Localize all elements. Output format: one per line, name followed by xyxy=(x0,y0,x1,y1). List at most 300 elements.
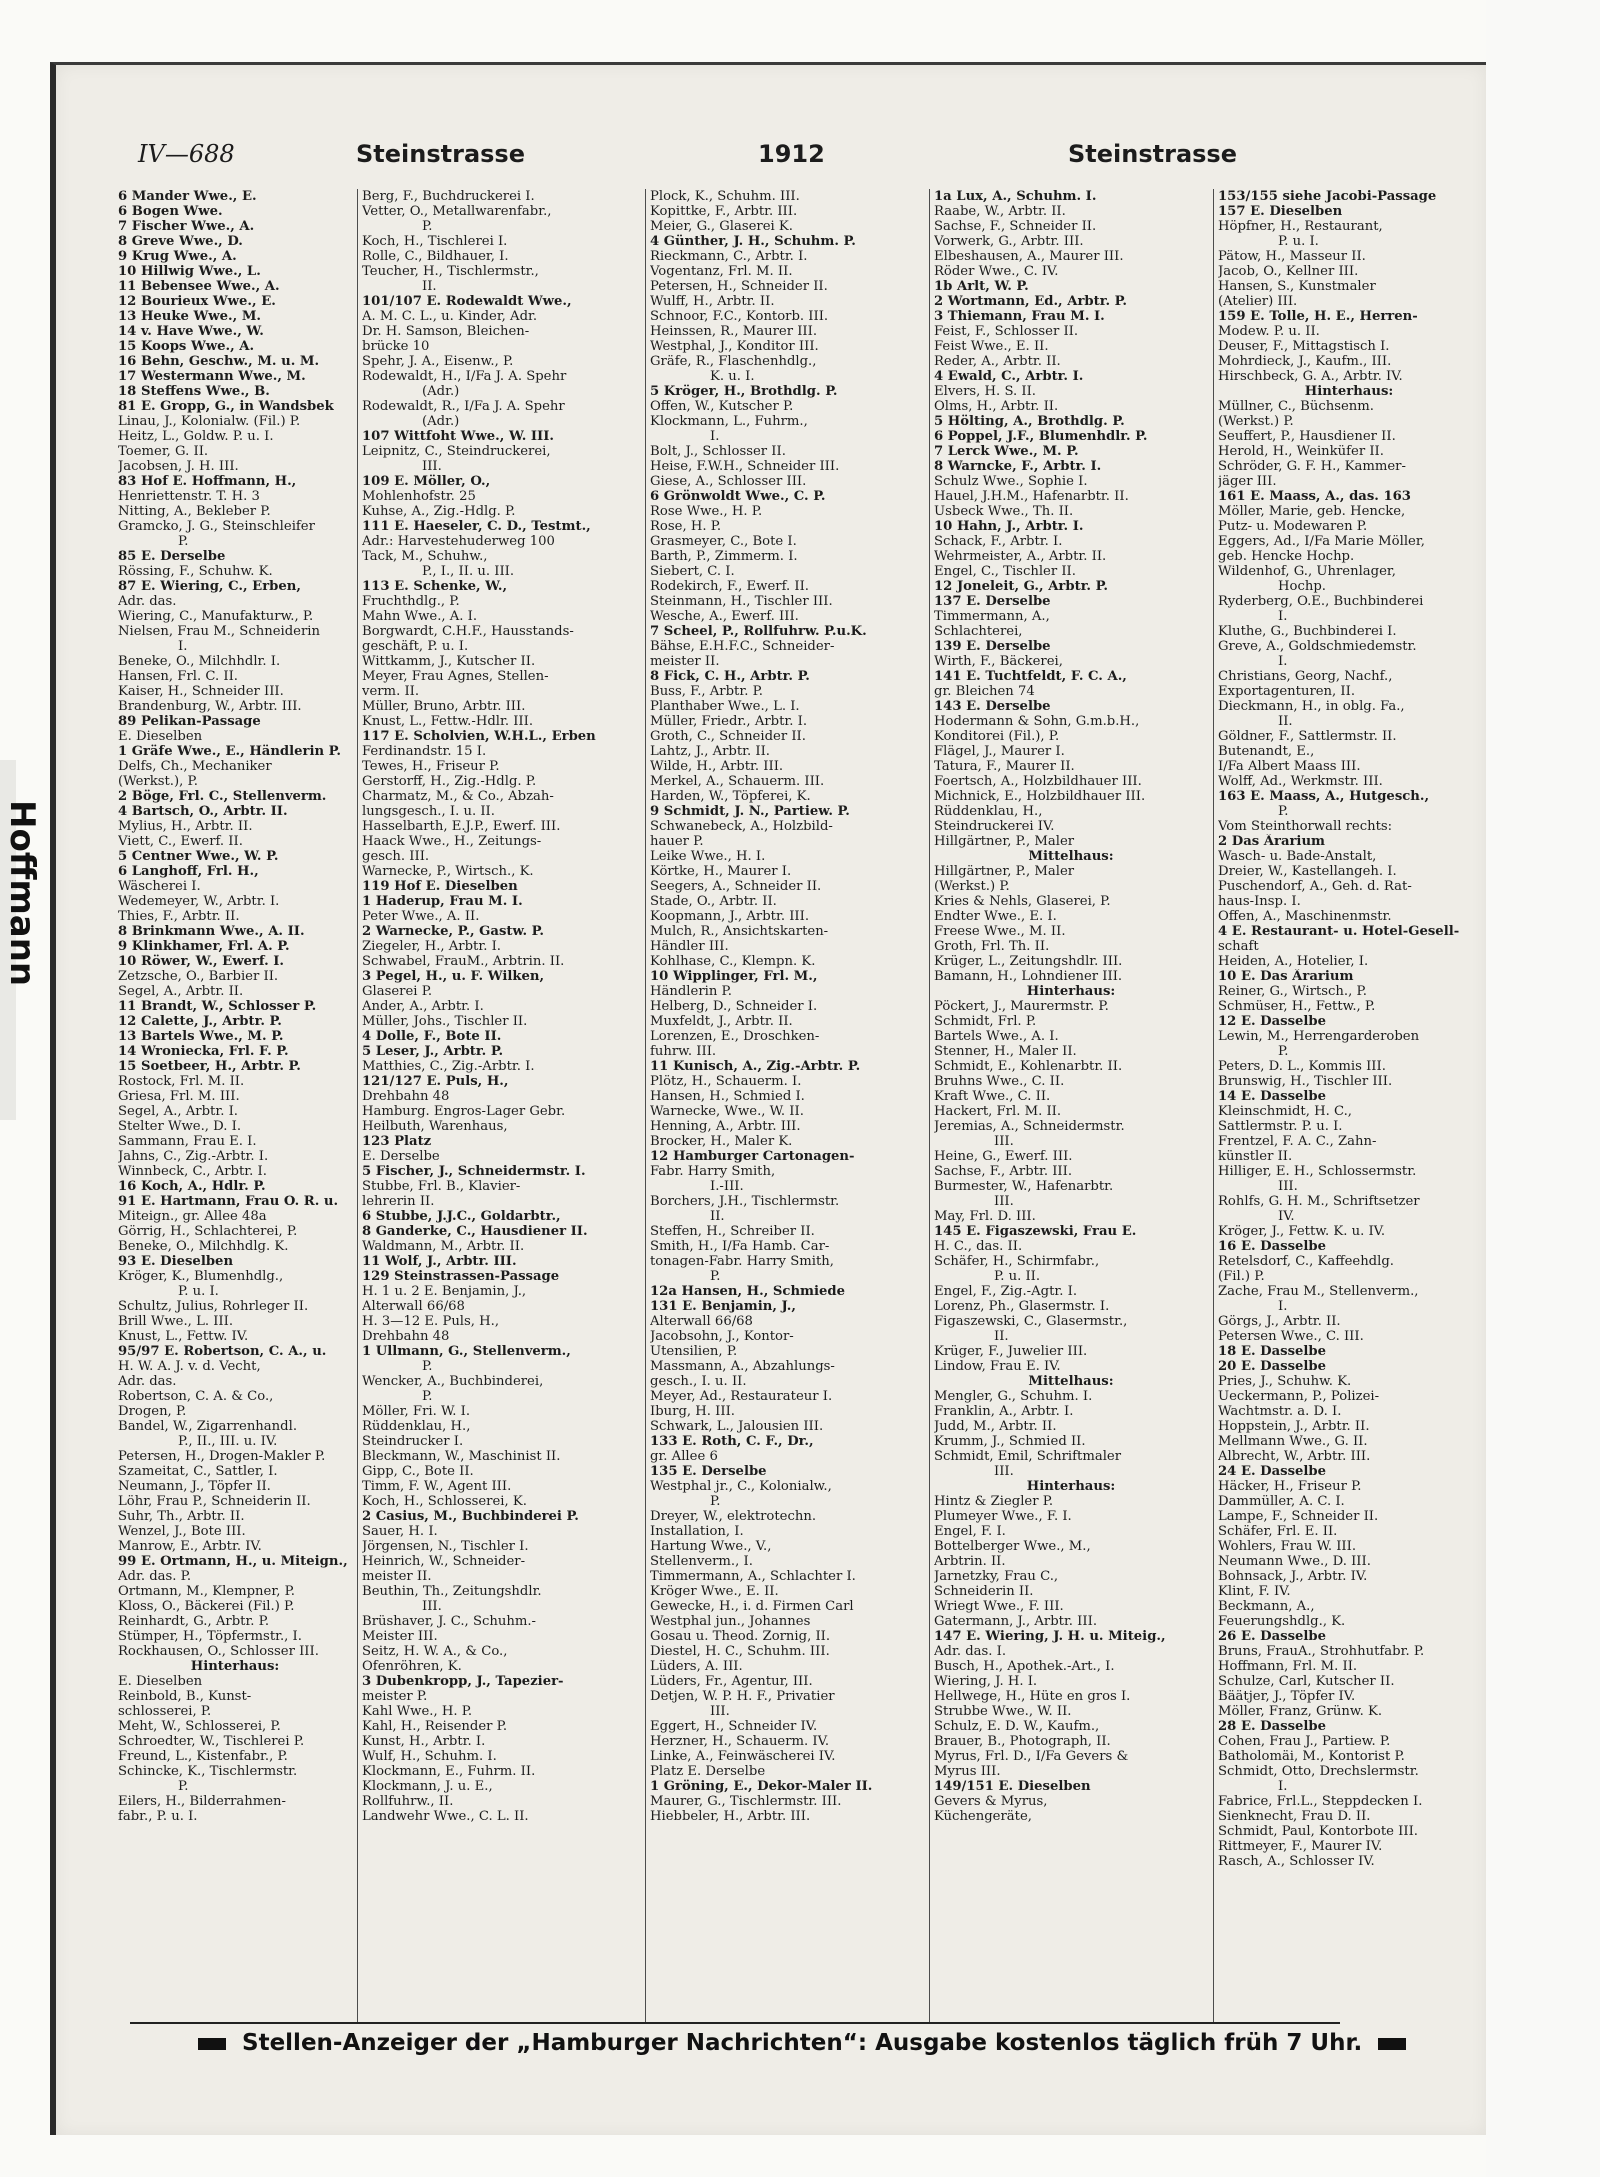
directory-entry: meister II. xyxy=(362,1569,432,1584)
directory-entry: Brandenburg, W., Arbtr. III. xyxy=(118,699,302,714)
directory-entry: 117 E. Scholvien, W.H.L., Erben xyxy=(362,729,596,744)
directory-entry: Rollfuhrw., II. xyxy=(362,1794,454,1809)
directory-entry: Merkel, A., Schauerm. III. xyxy=(650,774,825,789)
directory-entry: I. xyxy=(1278,1779,1288,1794)
directory-entry: künstler II. xyxy=(1218,1149,1293,1164)
directory-entry: 99 E. Ortmann, H., u. Miteign., xyxy=(118,1554,348,1569)
page-number: IV—688 xyxy=(138,140,235,168)
directory-entry: Delfs, Ch., Mechaniker xyxy=(118,759,272,774)
directory-entry: 5 Kröger, H., Brothdlg. P. xyxy=(650,384,838,399)
directory-entry: Plock, K., Schuhm. III. xyxy=(650,189,800,204)
directory-entry: Christians, Georg, Nachf., xyxy=(1218,669,1393,684)
directory-entry: 137 E. Derselbe xyxy=(934,594,1051,609)
directory-entry: meister II. xyxy=(650,654,720,669)
directory-entry: 101/107 E. Rodewaldt Wwe., xyxy=(362,294,572,309)
directory-entry: Körtke, H., Maurer I. xyxy=(650,864,792,879)
directory-entry: I. xyxy=(1278,609,1288,624)
directory-entry: Bäätjer, J., Töpfer IV. xyxy=(1218,1689,1356,1704)
directory-entry: Groth, Frl. Th. II. xyxy=(934,939,1050,954)
directory-entry: Modew. P. u. II. xyxy=(1218,324,1320,339)
directory-entry: (Adr.) xyxy=(422,414,460,429)
directory-entry: Schwanebeck, A., Holzbild- xyxy=(650,819,833,834)
directory-entry: Schwabel, FrauM., Arbtrin. II. xyxy=(362,954,565,969)
directory-entry: schaft xyxy=(1218,939,1259,954)
directory-entry: Giese, A., Schlosser III. xyxy=(650,474,807,489)
directory-entry: Usbeck Wwe., Th. II. xyxy=(934,504,1074,519)
directory-entry: Albrecht, W., Arbtr. III. xyxy=(1218,1449,1371,1464)
directory-entry: Raabe, W., Arbtr. II. xyxy=(934,204,1066,219)
directory-entry: Schlachterei, xyxy=(934,624,1023,639)
directory-entry: Steindrucker I. xyxy=(362,1434,464,1449)
directory-entry: Muxfeldt, J., Arbtr. II. xyxy=(650,1014,793,1029)
directory-entry: Hilliger, E. H., Schlossermstr. xyxy=(1218,1164,1417,1179)
directory-entry: Puschendorf, A., Geh. d. Rat- xyxy=(1218,879,1412,894)
directory-entry: 163 E. Maass, A., Hutgesch., xyxy=(1218,789,1430,804)
directory-entry: Matthies, C., Zig.-Arbtr. I. xyxy=(362,1059,535,1074)
directory-entry: Wilde, H., Arbtr. III. xyxy=(650,759,784,774)
directory-entry: Dreier, W., Kastellangeh. I. xyxy=(1218,864,1397,879)
directory-entry: Mohlenhofstr. 25 xyxy=(362,489,476,504)
directory-entry: Frentzel, F. A. C., Zahn- xyxy=(1218,1134,1377,1149)
directory-entry: Ander, A., Arbtr. I. xyxy=(362,999,484,1014)
directory-entry: May, Frl. D. III. xyxy=(934,1209,1036,1224)
directory-entry: 143 E. Derselbe xyxy=(934,699,1051,714)
directory-entry: Haack Wwe., H., Zeitungs- xyxy=(362,834,542,849)
directory-entry: 123 Platz xyxy=(362,1134,432,1149)
directory-entry: Strubbe Wwe., W. II. xyxy=(934,1704,1072,1719)
directory-entry: 6 Grönwoldt Wwe., C. P. xyxy=(650,489,826,504)
directory-entry: Toemer, G. II. xyxy=(118,444,209,459)
directory-entry: Adr. das. xyxy=(118,594,177,609)
directory-entry: 129 Steinstrassen-Passage xyxy=(362,1269,560,1284)
directory-entry: Installation, I. xyxy=(650,1524,744,1539)
directory-entry: Stenner, H., Maler II. xyxy=(934,1044,1077,1059)
directory-entry: Bleckmann, W., Maschinist II. xyxy=(362,1449,561,1464)
directory-entry: Krumm, J., Schmied II. xyxy=(934,1434,1086,1449)
directory-entry: Hodermann & Sohn, G.m.b.H., xyxy=(934,714,1140,729)
directory-entry: Rüddenklau, H., xyxy=(362,1419,471,1434)
directory-entry: Heilbuth, Warenhaus, xyxy=(362,1119,508,1134)
directory-entry: Eilers, H., Bilderrahmen- xyxy=(118,1794,286,1809)
directory-entry: Wachtmstr. a. D. I. xyxy=(1218,1404,1342,1419)
directory-entry: Bruns, FrauA., Strohhutfabr. P. xyxy=(1218,1644,1425,1659)
directory-entry: Maurer, G., Tischlermstr. III. xyxy=(650,1794,842,1809)
directory-entry: Kuhse, A., Zig.-Hdlg. P. xyxy=(362,504,516,519)
directory-entry: geschäft, P. u. I. xyxy=(362,639,469,654)
directory-entry: 93 E. Dieselben xyxy=(118,1254,234,1269)
directory-entry: Wriegt Wwe., F. III. xyxy=(934,1599,1064,1614)
directory-entry: Adr. das. xyxy=(118,1374,177,1389)
directory-entry: Beuthin, Th., Zeitungshdlr. xyxy=(362,1584,542,1599)
directory-entry: Pätow, H., Masseur II. xyxy=(1218,249,1366,264)
directory-entry: Myrus III. xyxy=(934,1764,1001,1779)
directory-entry: Buss, F., Arbtr. P. xyxy=(650,684,763,699)
directory-entry: Neumann Wwe., D. III. xyxy=(1218,1554,1371,1569)
directory-entry: Tatura, F., Maurer II. xyxy=(934,759,1075,774)
directory-entry: Iburg, H. III. xyxy=(650,1404,735,1419)
directory-entry: Wedemeyer, W., Arbtr. I. xyxy=(118,894,280,909)
directory-entry: 26 E. Dasselbe xyxy=(1218,1629,1327,1644)
directory-entry: Harden, W., Töpferei, K. xyxy=(650,789,811,804)
directory-entry: 135 E. Derselbe xyxy=(650,1464,767,1479)
directory-entry: Drogen, P. xyxy=(118,1404,187,1419)
directory-entry: Massmann, A., Abzahlungs- xyxy=(650,1359,835,1374)
directory-entry: 131 E. Benjamin, J., xyxy=(650,1299,796,1314)
directory-entry: 145 E. Figaszewski, Frau E. xyxy=(934,1224,1137,1239)
directory-entry: 10 Hahn, J., Arbtr. I. xyxy=(934,519,1084,534)
directory-entry: Suhr, Th., Arbtr. II. xyxy=(118,1509,245,1524)
directory-entry: Ueckermann, P., Polizei- xyxy=(1218,1389,1380,1404)
directory-entry: Nielsen, Frau M., Schneiderin xyxy=(118,624,320,639)
directory-entry: III. xyxy=(422,459,442,474)
directory-entry: 7 Lerck Wwe., M. P. xyxy=(934,444,1079,459)
directory-entry: P. xyxy=(1278,804,1289,819)
directory-entry: Rose Wwe., H. P. xyxy=(650,504,763,519)
directory-entry: Rockhausen, O., Schlosser III. xyxy=(118,1644,319,1659)
directory-entry: 83 Hof E. Hoffmann, H., xyxy=(118,474,297,489)
directory-entry: Rostock, Frl. M. II. xyxy=(118,1074,245,1089)
directory-entry: P. u. II. xyxy=(994,1269,1041,1284)
directory-entry: Drehbahn 48 xyxy=(362,1329,450,1344)
directory-entry: Henriettenstr. T. H. 3 xyxy=(118,489,260,504)
directory-entry: Exportagenturen, II. xyxy=(1218,684,1356,699)
directory-entry: Westphal jun., Johannes xyxy=(650,1614,811,1629)
directory-entry: Schneiderin II. xyxy=(934,1584,1034,1599)
directory-entry: (Werkst.), P. xyxy=(118,774,198,789)
directory-entry: 157 E. Dieselben xyxy=(1218,204,1343,219)
directory-entry: 4 Günther, J. H., Schuhm. P. xyxy=(650,234,856,249)
directory-entry: Koopmann, J., Arbtr. III. xyxy=(650,909,810,924)
directory-entry: 14 E. Dasselbe xyxy=(1218,1089,1327,1104)
directory-entry: haus-Insp. I. xyxy=(1218,894,1301,909)
directory-entry: Offen, A., Maschinenmstr. xyxy=(1218,909,1392,924)
adjacent-page-text: Hoffmann xyxy=(2,800,42,987)
directory-entry: Berg, F., Buchdruckerei I. xyxy=(362,189,535,204)
directory-entry: Krüger, L., Zeitungshdlr. III. xyxy=(934,954,1123,969)
directory-entry: 4 E. Restaurant- u. Hotel-Gesell- xyxy=(1218,924,1460,939)
directory-entry: Meister III. xyxy=(362,1629,438,1644)
directory-entry: 10 E. Das Ärarium xyxy=(1218,969,1354,984)
directory-entry: Olms, H., Arbtr. II. xyxy=(934,399,1059,414)
directory-entry: Fabrice, Frl.L., Steppdecken I. xyxy=(1218,1794,1423,1809)
directory-entry: Judd, M., Arbtr. II. xyxy=(934,1419,1057,1434)
directory-entry: Dammüller, A. C. I. xyxy=(1218,1494,1345,1509)
directory-entry: Warnecke, P., Wirtsch., K. xyxy=(362,864,534,879)
directory-entry: Kluthe, G., Buchbinderei I. xyxy=(1218,624,1397,639)
directory-entry: Koch, H., Tischlerei I. xyxy=(362,234,508,249)
directory-entry: Wehrmeister, A., Arbtr. II. xyxy=(934,549,1107,564)
directory-entry: I. xyxy=(1278,1299,1288,1314)
directory-entry: Möller, Fri. W. I. xyxy=(362,1404,471,1419)
directory-entry: Jörgensen, N., Tischler I. xyxy=(362,1539,529,1554)
directory-entry: Mohrdieck, J., Kaufm., III. xyxy=(1218,354,1392,369)
street-title-left: Steinstrasse xyxy=(356,140,525,168)
directory-entry: Wiering, C., Manufakturw., P. xyxy=(118,609,314,624)
pointing-hand-icon xyxy=(1378,2038,1406,2050)
directory-entry: Häcker, H., Friseur P. xyxy=(1218,1479,1362,1494)
directory-entry: Flägel, J., Maurer I. xyxy=(934,744,1065,759)
directory-entry: Spehr, J. A., Eisenw., P. xyxy=(362,354,514,369)
directory-column-1 xyxy=(118,189,352,2024)
directory-entry: Sauer, H. I. xyxy=(362,1524,438,1539)
directory-entry: Schmidt, E., Kohlenarbtr. II. xyxy=(934,1059,1123,1074)
directory-entry: Diestel, H. C., Schuhm. III. xyxy=(650,1644,830,1659)
directory-entry: Hackert, Frl. M. II. xyxy=(934,1104,1062,1119)
directory-entry: 121/127 E. Puls, H., xyxy=(362,1074,509,1089)
directory-entry: Klint, F. IV. xyxy=(1218,1584,1291,1599)
directory-entry: Konditorei (Fil.), P. xyxy=(934,729,1060,744)
directory-entry: Petersen, H., Schneider II. xyxy=(650,279,828,294)
directory-column-3 xyxy=(650,189,924,2024)
directory-column-5 xyxy=(1218,189,1480,2024)
directory-entry: Sachse, F., Arbtr. III. xyxy=(934,1164,1073,1179)
directory-entry: H. C., das. II. xyxy=(934,1239,1023,1254)
directory-entry: Rodewaldt, R., I/Fa J. A. Spehr xyxy=(362,399,565,414)
directory-entry: 13 Bartels Wwe., M. P. xyxy=(118,1029,284,1044)
directory-entry: Lewin, M., Herrengarderoben xyxy=(1218,1029,1420,1044)
directory-entry: Mengler, G., Schuhm. I. xyxy=(934,1389,1093,1404)
directory-entry: Bähse, E.H.F.C., Schneider- xyxy=(650,639,835,654)
directory-entry: Foertsch, A., Holzbildhauer III. xyxy=(934,774,1142,789)
directory-entry: Groth, C., Schneider II. xyxy=(650,729,806,744)
directory-entry: 17 Westermann Wwe., M. xyxy=(118,369,306,384)
directory-entry: Grasmeyer, C., Bote I. xyxy=(650,534,797,549)
directory-entry: III. xyxy=(710,1704,730,1719)
directory-entry: Schwark, L., Jalousien III. xyxy=(650,1419,824,1434)
directory-entry: Hamburg. Engros-Lager Gebr. xyxy=(362,1104,566,1119)
directory-entry: Kröger, J., Fettw. K. u. IV. xyxy=(1218,1224,1386,1239)
directory-entry: P. xyxy=(1278,1044,1289,1059)
directory-entry: Miteign., gr. Allee 48a xyxy=(118,1209,267,1224)
directory-entry: Rolle, C., Bildhauer, I. xyxy=(362,249,509,264)
directory-entry: Hansen, Frl. C. II. xyxy=(118,669,238,684)
directory-entry: P. xyxy=(178,1779,189,1794)
directory-entry: Linau, J., Kolonialw. (Fil.) P. xyxy=(118,414,301,429)
directory-entry: Möller, Marie, geb. Hencke, xyxy=(1218,504,1406,519)
directory-entry: lungsgesch., I. u. II. xyxy=(362,804,495,819)
directory-entry: Knust, L., Fettw.-Hdlr. III. xyxy=(362,714,534,729)
column-divider xyxy=(929,189,930,2024)
directory-entry: 6 Mander Wwe., E. xyxy=(118,189,257,204)
directory-entry: Vorwerk, G., Arbtr. III. xyxy=(934,234,1084,249)
directory-entry: Schultz, Julius, Rohrleger II. xyxy=(118,1299,309,1314)
directory-entry: Lampe, F., Schneider II. xyxy=(1218,1509,1379,1524)
directory-entry: Zache, Frau M., Stellenverm., xyxy=(1218,1284,1419,1299)
directory-entry: Hillgärtner, P., Maler xyxy=(934,864,1075,879)
directory-entry: Rohlfs, G. H. M., Schriftsetzer xyxy=(1218,1194,1420,1209)
directory-entry: 6 Langhoff, Frl. H., xyxy=(118,864,259,879)
directory-entry: 87 E. Wiering, C., Erben, xyxy=(118,579,301,594)
directory-entry: 1 Ullmann, G., Stellenverm., xyxy=(362,1344,571,1359)
directory-entry: Klockmann, L., Fuhrm., xyxy=(650,414,808,429)
directory-entry: Händler III. xyxy=(650,939,729,954)
directory-entry: Müller, Bruno, Arbtr. III. xyxy=(362,699,526,714)
column-divider xyxy=(357,189,358,2024)
directory-entry: Stellenverm., I. xyxy=(650,1554,753,1569)
directory-entry: Putz- u. Modewaren P. xyxy=(1218,519,1368,534)
directory-entry: Sattlermstr. P. u. I. xyxy=(1218,1119,1343,1134)
directory-entry: Mellmann Wwe., G. II. xyxy=(1218,1434,1368,1449)
directory-entry: III. xyxy=(994,1134,1014,1149)
directory-entry: Müller, Johs., Tischler II. xyxy=(362,1014,528,1029)
directory-entry: 85 E. Derselbe xyxy=(118,549,226,564)
directory-entry: Timm, F. W., Agent III. xyxy=(362,1479,512,1494)
directory-entry: Rittmeyer, F., Maurer IV. xyxy=(1218,1839,1383,1854)
directory-entry: Segel, A., Arbtr. II. xyxy=(118,984,244,999)
directory-entry: Smith, H., I/Fa Hamb. Car- xyxy=(650,1239,830,1254)
directory-entry: Bamann, H., Lohndiener III. xyxy=(934,969,1123,984)
directory-entry: Bolt, J., Schlosser II. xyxy=(650,444,786,459)
directory-entry: Klockmann, E., Fuhrm. II. xyxy=(362,1764,536,1779)
directory-entry: Wolff, Ad., Werkmstr. III. xyxy=(1218,774,1383,789)
directory-entry: Röder Wwe., C. IV. xyxy=(934,264,1059,279)
directory-entry: verm. II. xyxy=(362,684,420,699)
directory-entry: Brocker, H., Maler K. xyxy=(650,1134,793,1149)
directory-entry: Bartels Wwe., A. I. xyxy=(934,1029,1059,1044)
directory-entry: 16 E. Dasselbe xyxy=(1218,1239,1327,1254)
directory-entry: Hoffmann, Frl. M. II. xyxy=(1218,1659,1358,1674)
directory-entry: III. xyxy=(1278,1179,1298,1194)
directory-entry: Detjen, W. P. H. F., Privatier xyxy=(650,1689,835,1704)
directory-entry: Dieckmann, H., in oblg. Fa., xyxy=(1218,699,1405,714)
directory-entry: Heiden, A., Hotelier, I. xyxy=(1218,954,1369,969)
directory-entry: 149/151 E. Dieselben xyxy=(934,1779,1091,1794)
directory-entry: Brill Wwe., L. III. xyxy=(118,1314,234,1329)
directory-entry: Gipp, C., Bote II. xyxy=(362,1464,474,1479)
directory-entry: Reiner, G., Wirtsch., P. xyxy=(1218,984,1367,999)
directory-entry: I.-III. xyxy=(710,1179,744,1194)
directory-entry: Elvers, H. S. II. xyxy=(934,384,1036,399)
directory-entry: Kries & Nehls, Glaserei, P. xyxy=(934,894,1111,909)
directory-entry: Schmüser, H., Fettw., P. xyxy=(1218,999,1376,1014)
directory-entry: Westphal, J., Konditor III. xyxy=(650,339,819,354)
directory-entry: Wulff, H., Arbtr. II. xyxy=(650,294,775,309)
directory-entry: (Atelier) III. xyxy=(1218,294,1298,309)
directory-entry: I. xyxy=(178,639,188,654)
directory-entry: Leike Wwe., H. I. xyxy=(650,849,766,864)
directory-entry: 12 E. Dasselbe xyxy=(1218,1014,1327,1029)
directory-entry: 10 Hillwig Wwe., L. xyxy=(118,264,261,279)
directory-entry: 1 Gröning, E., Dekor-Maler II. xyxy=(650,1779,873,1794)
directory-entry: Dreyer, W., elektrotechn. xyxy=(650,1509,817,1524)
directory-entry: Feuerungshdlg., K. xyxy=(1218,1614,1346,1629)
directory-entry: 159 E. Tolle, H. E., Herren- xyxy=(1218,309,1418,324)
directory-entry: 89 Pelikan-Passage xyxy=(118,714,261,729)
directory-entry: Wenzel, J., Bote III. xyxy=(118,1524,246,1539)
directory-entry: 141 E. Tuchtfeldt, F. C. A., xyxy=(934,669,1127,684)
directory-entry: Koch, H., Schlosserei, K. xyxy=(362,1494,527,1509)
directory-entry: 4 Ewald, C., Arbtr. I. xyxy=(934,369,1084,384)
directory-entry: Gewecke, H., i. d. Firmen Carl xyxy=(650,1599,854,1614)
directory-entry: Kahl, H., Reisender P. xyxy=(362,1719,508,1734)
directory-entry: Meier, G., Glaserei K. xyxy=(650,219,793,234)
directory-entry: Schulze, Carl, Kutscher II. xyxy=(1218,1674,1395,1689)
directory-entry: 9 Schmidt, J. N., Partiew. P. xyxy=(650,804,850,819)
directory-entry: Schröder, G. F. H., Kammer- xyxy=(1218,459,1406,474)
directory-entry: Franklin, A., Arbtr. I. xyxy=(934,1404,1074,1419)
directory-entry: Teucher, H., Tischlermstr., xyxy=(362,264,539,279)
directory-entry: E. Derselbe xyxy=(362,1149,440,1164)
directory-entry: III. xyxy=(994,1194,1014,1209)
directory-entry: Steffen, H., Schreiber II. xyxy=(650,1224,815,1239)
directory-entry: H. 3—12 E. Puls, H., xyxy=(362,1314,500,1329)
directory-entry: (Werkst.) P. xyxy=(1218,414,1294,429)
directory-entry: 113 E. Schenke, W., xyxy=(362,579,508,594)
directory-entry: Kleinschmidt, H. C., xyxy=(1218,1104,1352,1119)
directory-entry: Schmidt, Paul, Kontorbote III. xyxy=(1218,1824,1418,1839)
column-divider xyxy=(1213,189,1214,2024)
directory-entry: Löhr, Frau P., Schneiderin II. xyxy=(118,1494,311,1509)
directory-entry: 8 Greve Wwe., D. xyxy=(118,234,243,249)
directory-entry: Beckmann, A., xyxy=(1218,1599,1315,1614)
directory-entry: gr. Allee 6 xyxy=(650,1449,718,1464)
directory-entry: Schack, F., Arbtr. I. xyxy=(934,534,1063,549)
directory-entry: P. u. I. xyxy=(1278,234,1319,249)
directory-entry: 8 Brinkmann Wwe., A. II. xyxy=(118,924,305,939)
directory-entry: Gerstorff, H., Zig.-Hdlg. P. xyxy=(362,774,537,789)
directory-entry: Görrig, H., Schlachterei, P. xyxy=(118,1224,298,1239)
directory-entry: Gevers & Myrus, xyxy=(934,1794,1048,1809)
directory-entry: Steindruckerei IV. xyxy=(934,819,1055,834)
directory-entry: Kröger, K., Blumenhdlg., xyxy=(118,1269,284,1284)
directory-entry: 6 Poppel, J.F., Blumenhdlr. P. xyxy=(934,429,1148,444)
directory-entry: Herzner, H., Schauerm. IV. xyxy=(650,1734,830,1749)
directory-entry: Feist, F., Schlosser II. xyxy=(934,324,1079,339)
directory-entry: 8 Fick, C. H., Arbtr. P. xyxy=(650,669,810,684)
directory-entry: Kunst, H., Arbtr. I. xyxy=(362,1734,486,1749)
directory-entry: gesch., I. u. II. xyxy=(650,1374,747,1389)
directory-entry: 91 E. Hartmann, Frau O. R. u. xyxy=(118,1194,339,1209)
directory-entry: Rössing, F., Schuhw. K. xyxy=(118,564,273,579)
directory-entry: Segel, A., Arbtr. I. xyxy=(118,1104,238,1119)
directory-entry: Rasch, A., Schlosser IV. xyxy=(1218,1854,1375,1869)
directory-entry: 119 Hof E. Dieselben xyxy=(362,879,518,894)
directory-entry: Bandel, W., Zigarrenhandl. xyxy=(118,1419,298,1434)
directory-entry: Figaszewski, C., Glasermstr., xyxy=(934,1314,1128,1329)
directory-entry: Westphal jr., C., Kolonialw., xyxy=(650,1479,832,1494)
directory-entry: Lindow, Frau E. IV. xyxy=(934,1359,1061,1374)
directory-entry: Dr. H. Samson, Bleichen- xyxy=(362,324,530,339)
directory-entry: Hasselbarth, E.J.P., Ewerf. III. xyxy=(362,819,561,834)
directory-entry: Kopittke, F., Arbtr. III. xyxy=(650,204,798,219)
directory-entry: schlosserei, P. xyxy=(118,1704,212,1719)
directory-entry: 11 Wolf, J., Arbtr. III. xyxy=(362,1254,517,1269)
directory-entry: Engel, F., Zig.-Agtr. I. xyxy=(934,1284,1078,1299)
directory-entry: 7 Fischer Wwe., A. xyxy=(118,219,255,234)
directory-entry: 2 Wortmann, Ed., Arbtr. P. xyxy=(934,294,1127,309)
directory-entry: Helberg, D., Schneider I. xyxy=(650,999,818,1014)
directory-entry: 11 Brandt, W., Schlosser P. xyxy=(118,999,317,1014)
directory-entry: Offen, W., Kutscher P. xyxy=(650,399,794,414)
directory-entry: Kahl Wwe., H. P. xyxy=(362,1704,473,1719)
directory-entry: Meht, W., Schlosserei, P. xyxy=(118,1719,281,1734)
directory-entry: Arbtrin. II. xyxy=(934,1554,1006,1569)
directory-entry: Timmermann, A., Schlachter I. xyxy=(650,1569,856,1584)
directory-entry: 8 Warncke, F., Arbtr. I. xyxy=(934,459,1102,474)
directory-entry: Alterwall 66/68 xyxy=(650,1314,753,1329)
directory-entry: fuhrw. III. xyxy=(650,1044,717,1059)
directory-entry: Schulz, E. D. W., Kaufm., xyxy=(934,1719,1100,1734)
directory-entry: Henning, A., Arbtr. III. xyxy=(650,1119,801,1134)
directory-entry: geb. Hencke Hochp. xyxy=(1218,549,1355,564)
directory-entry: Adr. das. P. xyxy=(118,1569,192,1584)
directory-entry: 10 Röwer, W., Ewerf. I. xyxy=(118,954,285,969)
directory-entry: P. u. I. xyxy=(178,1284,219,1299)
directory-entry: 9 Krug Wwe., A. xyxy=(118,249,237,264)
directory-entry: 5 Hölting, A., Brothdlg. P. xyxy=(934,414,1125,429)
directory-entry: Herold, H., Weinküfer II. xyxy=(1218,444,1384,459)
directory-entry: Händlerin P. xyxy=(650,984,732,999)
